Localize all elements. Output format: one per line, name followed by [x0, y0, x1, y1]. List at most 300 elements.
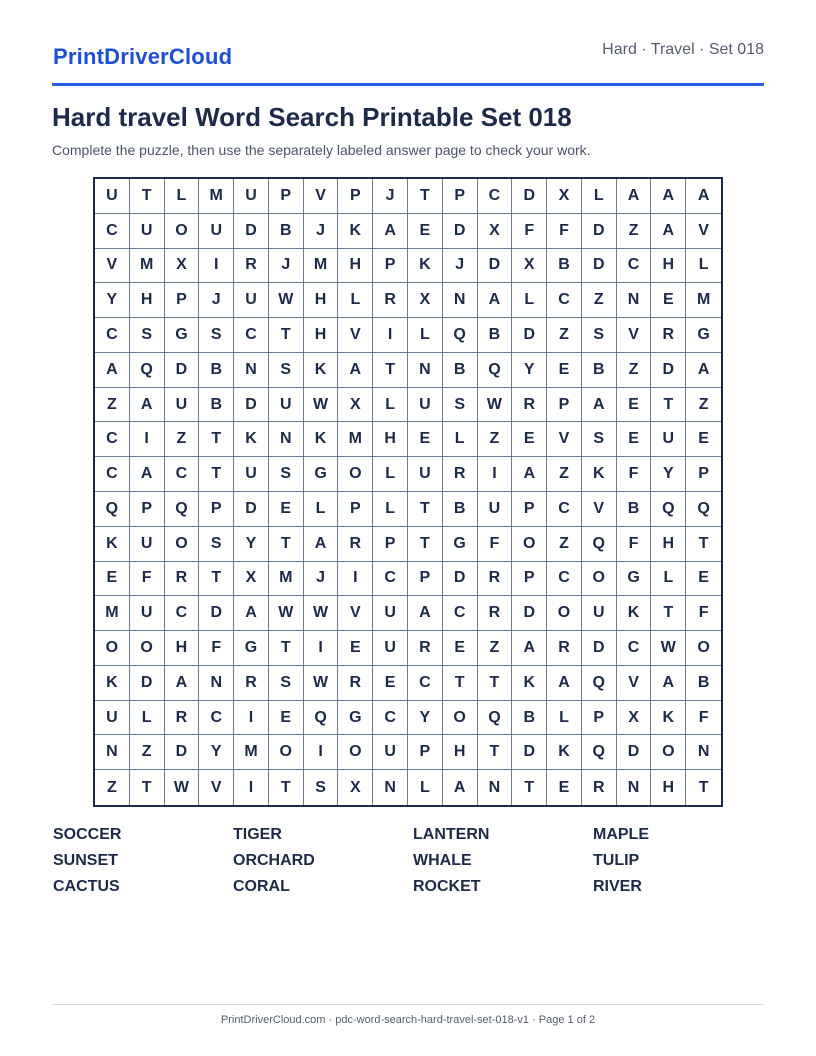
grid-cell[interactable]: W: [269, 596, 304, 631]
grid-cell[interactable]: Q: [443, 318, 478, 353]
grid-cell[interactable]: B: [686, 666, 721, 701]
grid-cell[interactable]: L: [304, 492, 339, 527]
grid-cell[interactable]: L: [408, 770, 443, 805]
grid-cell[interactable]: T: [408, 492, 443, 527]
grid-cell[interactable]: R: [338, 527, 373, 562]
grid-cell[interactable]: B: [547, 249, 582, 284]
grid-cell[interactable]: U: [165, 388, 200, 423]
grid-cell[interactable]: R: [651, 318, 686, 353]
grid-cell[interactable]: C: [95, 422, 130, 457]
grid-cell[interactable]: G: [234, 631, 269, 666]
grid-cell[interactable]: N: [443, 283, 478, 318]
grid-cell[interactable]: C: [617, 249, 652, 284]
grid-cell[interactable]: U: [373, 631, 408, 666]
grid-cell[interactable]: R: [582, 770, 617, 805]
grid-cell[interactable]: U: [130, 596, 165, 631]
grid-cell[interactable]: R: [234, 249, 269, 284]
grid-cell[interactable]: C: [443, 596, 478, 631]
grid-cell[interactable]: K: [304, 422, 339, 457]
grid-cell[interactable]: A: [130, 457, 165, 492]
grid-cell[interactable]: H: [443, 735, 478, 770]
grid-cell[interactable]: I: [338, 562, 373, 597]
grid-cell[interactable]: N: [373, 770, 408, 805]
grid-cell[interactable]: I: [478, 457, 513, 492]
grid-cell[interactable]: U: [234, 457, 269, 492]
grid-cell[interactable]: F: [512, 214, 547, 249]
grid-cell[interactable]: Y: [651, 457, 686, 492]
grid-cell[interactable]: T: [443, 666, 478, 701]
grid-cell[interactable]: C: [95, 318, 130, 353]
grid-cell[interactable]: W: [304, 388, 339, 423]
grid-cell[interactable]: K: [338, 214, 373, 249]
grid-cell[interactable]: A: [547, 666, 582, 701]
grid-cell[interactable]: S: [443, 388, 478, 423]
grid-cell[interactable]: K: [408, 249, 443, 284]
grid-cell[interactable]: J: [443, 249, 478, 284]
grid-cell[interactable]: V: [304, 179, 339, 214]
grid-cell[interactable]: Z: [582, 283, 617, 318]
grid-cell[interactable]: Z: [547, 318, 582, 353]
grid-cell[interactable]: T: [199, 422, 234, 457]
grid-cell[interactable]: M: [130, 249, 165, 284]
grid-cell[interactable]: S: [304, 770, 339, 805]
grid-cell[interactable]: B: [582, 353, 617, 388]
grid-cell[interactable]: C: [373, 701, 408, 736]
grid-cell[interactable]: Z: [130, 735, 165, 770]
grid-cell[interactable]: X: [512, 249, 547, 284]
grid-cell[interactable]: S: [130, 318, 165, 353]
grid-cell[interactable]: F: [686, 596, 721, 631]
grid-cell[interactable]: R: [165, 701, 200, 736]
grid-cell[interactable]: H: [304, 318, 339, 353]
grid-cell[interactable]: B: [617, 492, 652, 527]
grid-cell[interactable]: O: [338, 457, 373, 492]
grid-cell[interactable]: L: [165, 179, 200, 214]
grid-cell[interactable]: Q: [165, 492, 200, 527]
grid-cell[interactable]: L: [338, 283, 373, 318]
grid-cell[interactable]: H: [651, 770, 686, 805]
grid-cell[interactable]: F: [478, 527, 513, 562]
grid-cell[interactable]: C: [547, 492, 582, 527]
grid-cell[interactable]: Z: [686, 388, 721, 423]
grid-cell[interactable]: Q: [95, 492, 130, 527]
grid-cell[interactable]: T: [408, 527, 443, 562]
grid-cell[interactable]: U: [373, 596, 408, 631]
grid-cell[interactable]: J: [269, 249, 304, 284]
grid-cell[interactable]: B: [512, 701, 547, 736]
grid-cell[interactable]: K: [651, 701, 686, 736]
grid-cell[interactable]: R: [478, 596, 513, 631]
grid-cell[interactable]: Q: [651, 492, 686, 527]
grid-cell[interactable]: P: [130, 492, 165, 527]
grid-cell[interactable]: D: [130, 666, 165, 701]
grid-cell[interactable]: G: [165, 318, 200, 353]
grid-cell[interactable]: T: [698, 778, 709, 796]
grid-cell[interactable]: D: [512, 596, 547, 631]
grid-cell[interactable]: L: [443, 422, 478, 457]
grid-cell[interactable]: D: [234, 214, 269, 249]
grid-cell[interactable]: J: [199, 283, 234, 318]
grid-cell[interactable]: B: [478, 318, 513, 353]
grid-cell[interactable]: O: [443, 701, 478, 736]
grid-cell[interactable]: X: [408, 283, 443, 318]
grid-cell[interactable]: H: [165, 631, 200, 666]
grid-cell[interactable]: T: [651, 596, 686, 631]
grid-cell[interactable]: Z: [617, 214, 652, 249]
grid-cell[interactable]: Y: [234, 527, 269, 562]
grid-cell[interactable]: Q: [478, 353, 513, 388]
grid-cell[interactable]: C: [373, 562, 408, 597]
grid-cell[interactable]: T: [373, 353, 408, 388]
grid-cell[interactable]: Q: [130, 353, 165, 388]
grid-cell[interactable]: D: [234, 388, 269, 423]
grid-cell[interactable]: S: [269, 666, 304, 701]
grid-cell[interactable]: K: [582, 457, 617, 492]
grid-cell[interactable]: P: [199, 492, 234, 527]
grid-cell[interactable]: A: [95, 353, 130, 388]
grid-cell[interactable]: U: [95, 179, 130, 214]
grid-cell[interactable]: L: [373, 457, 408, 492]
grid-cell[interactable]: A: [686, 179, 721, 214]
grid-cell[interactable]: U: [234, 283, 269, 318]
grid-cell[interactable]: Z: [95, 770, 130, 805]
grid-cell[interactable]: V: [199, 770, 234, 805]
grid-cell[interactable]: E: [547, 353, 582, 388]
grid-cell[interactable]: C: [199, 701, 234, 736]
grid-cell[interactable]: C: [95, 457, 130, 492]
grid-cell[interactable]: D: [512, 735, 547, 770]
grid-cell[interactable]: D: [443, 562, 478, 597]
grid-cell[interactable]: A: [651, 179, 686, 214]
grid-cell[interactable]: I: [304, 631, 339, 666]
grid-cell[interactable]: D: [478, 249, 513, 284]
grid-cell[interactable]: L: [373, 492, 408, 527]
grid-cell[interactable]: R: [373, 283, 408, 318]
grid-cell[interactable]: U: [478, 492, 513, 527]
grid-cell[interactable]: T: [478, 666, 513, 701]
grid-cell[interactable]: P: [547, 388, 582, 423]
grid-cell[interactable]: E: [95, 562, 130, 597]
grid-cell[interactable]: E: [408, 214, 443, 249]
grid-cell[interactable]: P: [338, 492, 373, 527]
grid-cell[interactable]: B: [443, 492, 478, 527]
grid-cell[interactable]: D: [651, 353, 686, 388]
grid-cell[interactable]: S: [269, 457, 304, 492]
grid-cell[interactable]: A: [234, 596, 269, 631]
grid-cell[interactable]: K: [234, 422, 269, 457]
grid-cell[interactable]: Z: [617, 353, 652, 388]
grid-cell[interactable]: A: [512, 631, 547, 666]
grid-cell[interactable]: X: [617, 701, 652, 736]
grid-cell[interactable]: H: [130, 283, 165, 318]
grid-cell[interactable]: E: [547, 770, 582, 805]
grid-cell[interactable]: P: [512, 562, 547, 597]
grid-cell[interactable]: E: [338, 631, 373, 666]
grid-cell[interactable]: F: [617, 457, 652, 492]
grid-cell[interactable]: P: [686, 457, 721, 492]
grid-cell[interactable]: P: [408, 562, 443, 597]
grid-cell[interactable]: G: [304, 457, 339, 492]
grid-cell[interactable]: N: [199, 666, 234, 701]
grid-cell[interactable]: I: [234, 701, 269, 736]
grid-cell[interactable]: Y: [199, 735, 234, 770]
grid-cell[interactable]: C: [165, 457, 200, 492]
grid-cell[interactable]: S: [269, 353, 304, 388]
grid-cell[interactable]: T: [512, 770, 547, 805]
grid-cell[interactable]: R: [547, 631, 582, 666]
grid-cell[interactable]: P: [373, 249, 408, 284]
grid-cell[interactable]: L: [686, 249, 721, 284]
grid-cell[interactable]: F: [617, 527, 652, 562]
grid-cell[interactable]: L: [547, 701, 582, 736]
grid-cell[interactable]: T: [269, 631, 304, 666]
grid-cell[interactable]: O: [582, 562, 617, 597]
grid-cell[interactable]: U: [199, 214, 234, 249]
grid-cell[interactable]: O: [547, 596, 582, 631]
grid-cell[interactable]: O: [130, 631, 165, 666]
grid-cell[interactable]: D: [443, 214, 478, 249]
grid-cell[interactable]: S: [199, 527, 234, 562]
grid-cell[interactable]: T: [130, 770, 165, 805]
grid-cell[interactable]: Q: [304, 701, 339, 736]
grid-cell[interactable]: F: [686, 701, 721, 736]
grid-cell[interactable]: O: [95, 631, 130, 666]
grid-cell[interactable]: A: [408, 596, 443, 631]
grid-cell[interactable]: G: [338, 701, 373, 736]
grid-cell[interactable]: T: [199, 562, 234, 597]
grid-cell[interactable]: A: [478, 283, 513, 318]
grid-cell[interactable]: F: [130, 562, 165, 597]
grid-cell[interactable]: P: [408, 735, 443, 770]
grid-cell[interactable]: B: [199, 353, 234, 388]
grid-cell[interactable]: X: [338, 770, 373, 805]
grid-cell[interactable]: W: [478, 388, 513, 423]
grid-cell[interactable]: K: [95, 527, 130, 562]
grid-cell[interactable]: Z: [547, 527, 582, 562]
grid-cell[interactable]: T: [130, 179, 165, 214]
grid-cell[interactable]: H: [304, 283, 339, 318]
grid-cell[interactable]: H: [651, 527, 686, 562]
grid-cell[interactable]: R: [478, 562, 513, 597]
grid-cell[interactable]: P: [338, 179, 373, 214]
grid-cell[interactable]: V: [338, 318, 373, 353]
grid-cell[interactable]: N: [478, 770, 513, 805]
grid-cell[interactable]: L: [408, 318, 443, 353]
grid-cell[interactable]: D: [165, 353, 200, 388]
grid-cell[interactable]: E: [617, 422, 652, 457]
grid-cell[interactable]: C: [165, 596, 200, 631]
grid-cell[interactable]: D: [582, 631, 617, 666]
grid-cell[interactable]: G: [686, 318, 721, 353]
grid-cell[interactable]: P: [512, 492, 547, 527]
grid-cell[interactable]: J: [304, 562, 339, 597]
grid-cell[interactable]: A: [130, 388, 165, 423]
grid-cell[interactable]: F: [547, 214, 582, 249]
grid-cell[interactable]: U: [373, 735, 408, 770]
grid-cell[interactable]: V: [686, 214, 721, 249]
grid-cell[interactable]: N: [617, 283, 652, 318]
grid-cell[interactable]: A: [617, 179, 652, 214]
grid-cell[interactable]: M: [234, 735, 269, 770]
grid-cell[interactable]: Q: [582, 666, 617, 701]
grid-cell[interactable]: E: [373, 666, 408, 701]
grid-cell[interactable]: C: [617, 631, 652, 666]
grid-cell[interactable]: V: [547, 422, 582, 457]
grid-cell[interactable]: P: [582, 701, 617, 736]
grid-cell[interactable]: A: [304, 527, 339, 562]
grid-cell[interactable]: H: [338, 249, 373, 284]
grid-cell[interactable]: I: [130, 422, 165, 457]
grid-cell[interactable]: U: [408, 457, 443, 492]
grid-cell[interactable]: X: [234, 562, 269, 597]
grid-cell[interactable]: H: [651, 249, 686, 284]
grid-cell[interactable]: V: [617, 666, 652, 701]
grid-cell[interactable]: I: [199, 249, 234, 284]
grid-cell[interactable]: A: [651, 666, 686, 701]
grid-cell[interactable]: E: [408, 422, 443, 457]
grid-cell[interactable]: M: [338, 422, 373, 457]
grid-cell[interactable]: I: [234, 770, 269, 805]
grid-cell[interactable]: G: [617, 562, 652, 597]
grid-cell[interactable]: O: [165, 214, 200, 249]
grid-cell[interactable]: P: [373, 527, 408, 562]
grid-cell[interactable]: D: [582, 249, 617, 284]
grid-cell[interactable]: D: [582, 214, 617, 249]
grid-cell[interactable]: J: [304, 214, 339, 249]
grid-cell[interactable]: U: [408, 388, 443, 423]
grid-cell[interactable]: E: [512, 422, 547, 457]
grid-cell[interactable]: X: [165, 249, 200, 284]
grid-cell[interactable]: O: [269, 735, 304, 770]
grid-cell[interactable]: M: [95, 596, 130, 631]
grid-cell[interactable]: V: [617, 318, 652, 353]
grid-cell[interactable]: Z: [547, 457, 582, 492]
grid-cell[interactable]: Q: [686, 492, 721, 527]
grid-cell[interactable]: O: [686, 631, 721, 666]
grid-cell[interactable]: T: [686, 527, 721, 562]
grid-cell[interactable]: U: [130, 214, 165, 249]
grid-cell[interactable]: S: [199, 318, 234, 353]
grid-cell[interactable]: Z: [165, 422, 200, 457]
grid-cell[interactable]: Q: [582, 527, 617, 562]
grid-cell[interactable]: O: [512, 527, 547, 562]
grid-cell[interactable]: U: [269, 388, 304, 423]
grid-cell[interactable]: X: [338, 388, 373, 423]
grid-cell[interactable]: W: [651, 631, 686, 666]
grid-cell[interactable]: U: [95, 701, 130, 736]
grid-cell[interactable]: R: [443, 457, 478, 492]
grid-cell[interactable]: A: [373, 214, 408, 249]
grid-cell[interactable]: N: [617, 770, 652, 805]
grid-cell[interactable]: Z: [478, 422, 513, 457]
grid-cell[interactable]: A: [443, 770, 478, 805]
grid-cell[interactable]: W: [304, 666, 339, 701]
grid-cell[interactable]: O: [338, 735, 373, 770]
grid-cell[interactable]: K: [617, 596, 652, 631]
grid-cell[interactable]: D: [512, 179, 547, 214]
grid-cell[interactable]: W: [269, 283, 304, 318]
grid-cell[interactable]: U: [582, 596, 617, 631]
grid-cell[interactable]: O: [165, 527, 200, 562]
grid-cell[interactable]: E: [269, 492, 304, 527]
grid-cell[interactable]: C: [547, 283, 582, 318]
grid-cell[interactable]: D: [165, 735, 200, 770]
grid-cell[interactable]: A: [165, 666, 200, 701]
grid-cell[interactable]: T: [199, 457, 234, 492]
grid-cell[interactable]: T: [651, 388, 686, 423]
grid-cell[interactable]: P: [443, 179, 478, 214]
grid-cell[interactable]: P: [269, 179, 304, 214]
grid-cell[interactable]: N: [234, 353, 269, 388]
grid-cell[interactable]: I: [373, 318, 408, 353]
grid-cell[interactable]: K: [512, 666, 547, 701]
grid-cell[interactable]: T: [478, 735, 513, 770]
grid-cell[interactable]: T: [408, 179, 443, 214]
grid-cell[interactable]: M: [304, 249, 339, 284]
grid-cell[interactable]: E: [651, 283, 686, 318]
grid-cell[interactable]: A: [651, 214, 686, 249]
grid-cell[interactable]: E: [686, 562, 721, 597]
grid-cell[interactable]: L: [373, 388, 408, 423]
grid-cell[interactable]: E: [686, 422, 721, 457]
grid-cell[interactable]: Z: [478, 631, 513, 666]
grid-cell[interactable]: D: [617, 735, 652, 770]
grid-cell[interactable]: D: [199, 596, 234, 631]
grid-cell[interactable]: M: [269, 562, 304, 597]
grid-cell[interactable]: V: [338, 596, 373, 631]
grid-cell[interactable]: K: [547, 735, 582, 770]
grid-cell[interactable]: X: [547, 179, 582, 214]
grid-cell[interactable]: N: [269, 422, 304, 457]
grid-cell[interactable]: L: [582, 179, 617, 214]
grid-cell[interactable]: A: [512, 457, 547, 492]
grid-cell[interactable]: W: [304, 596, 339, 631]
grid-cell[interactable]: O: [651, 735, 686, 770]
grid-cell[interactable]: C: [408, 666, 443, 701]
grid-cell[interactable]: Y: [408, 701, 443, 736]
grid-cell[interactable]: H: [373, 422, 408, 457]
grid-cell[interactable]: L: [512, 283, 547, 318]
grid-cell[interactable]: N: [408, 353, 443, 388]
grid-cell[interactable]: S: [582, 422, 617, 457]
grid-cell[interactable]: R: [338, 666, 373, 701]
grid-cell[interactable]: T: [269, 527, 304, 562]
grid-cell[interactable]: Y: [512, 353, 547, 388]
grid-cell[interactable]: Q: [582, 735, 617, 770]
grid-cell[interactable]: E: [617, 388, 652, 423]
grid-cell[interactable]: U: [651, 422, 686, 457]
grid-cell[interactable]: R: [408, 631, 443, 666]
grid-cell[interactable]: U: [130, 527, 165, 562]
grid-cell[interactable]: A: [338, 353, 373, 388]
grid-cell[interactable]: G: [443, 527, 478, 562]
grid-cell[interactable]: D: [512, 318, 547, 353]
grid-cell[interactable]: I: [304, 735, 339, 770]
grid-cell[interactable]: L: [651, 562, 686, 597]
grid-cell[interactable]: J: [373, 179, 408, 214]
grid-cell[interactable]: K: [304, 353, 339, 388]
grid-cell[interactable]: B: [443, 353, 478, 388]
grid-cell[interactable]: C: [547, 562, 582, 597]
grid-cell[interactable]: S: [582, 318, 617, 353]
grid-cell[interactable]: A: [686, 353, 721, 388]
grid-cell[interactable]: A: [582, 388, 617, 423]
grid-cell[interactable]: E: [443, 631, 478, 666]
grid-cell[interactable]: M: [199, 179, 234, 214]
grid-cell[interactable]: F: [199, 631, 234, 666]
grid-cell[interactable]: B: [269, 214, 304, 249]
grid-cell[interactable]: E: [269, 701, 304, 736]
